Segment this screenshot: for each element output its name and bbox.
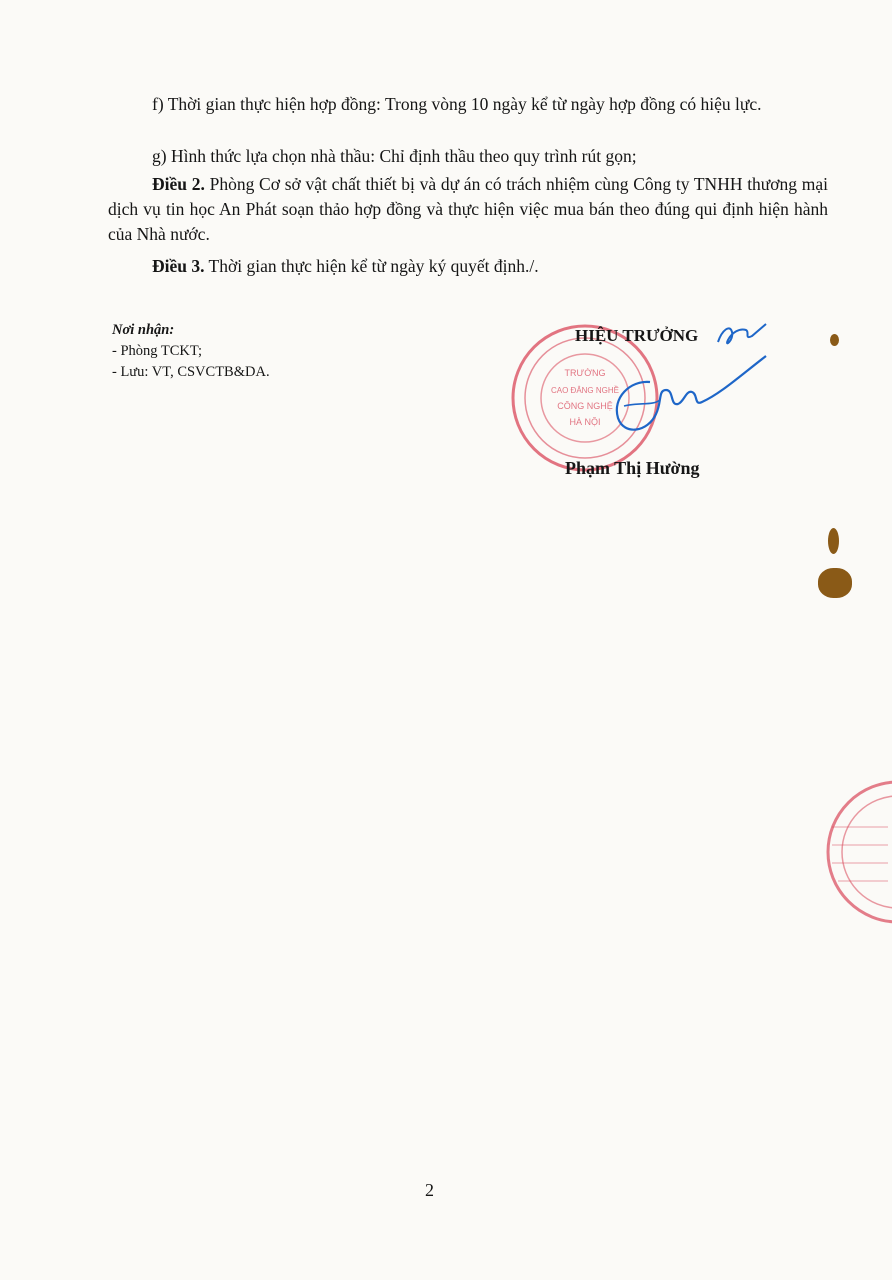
handwritten-signature xyxy=(590,310,780,460)
article-2-label: Điều 2. xyxy=(152,174,205,194)
stain-mark xyxy=(828,528,839,554)
recipients-title: Nơi nhận: xyxy=(112,322,175,338)
page-number: 2 xyxy=(425,1180,434,1200)
edge-stamp-partial xyxy=(818,775,892,930)
recipient-item: - Phòng TCKT; xyxy=(112,343,202,359)
stamp-line: TRƯỜNG xyxy=(564,368,606,378)
stamp-line: HÀ NỘI xyxy=(569,417,601,427)
article-3-text: Thời gian thực hiện kể từ ngày ký quyết định./. xyxy=(204,256,539,276)
stain-mark xyxy=(830,334,839,346)
article-3-label: Điều 3. xyxy=(152,256,205,276)
stain-mark xyxy=(818,568,852,598)
recipients-block xyxy=(112,320,270,383)
signer-position: HIỆU TRƯỞNG xyxy=(575,326,699,345)
article-2-text: Phòng Cơ sở vật chất thiết bị và dự án có trách nhiệm cùng Công ty TNHH thương mại dịch vụ tin học An Phát soạn thảo hợp đồng và thực hiện việc mua bán theo đúng qui định hiện hành của Nhà nước. xyxy=(108,174,829,244)
signer-name: Phạm Thị Hường xyxy=(565,458,700,478)
paragraph-f-text: f) Thời gian thực hiện hợp đồng: Trong vòng 10 ngày kể từ ngày hợp đồng có hiệu lực. xyxy=(152,94,762,114)
article-2 xyxy=(108,172,828,247)
recipient-item: - Lưu: VT, CSVCTB&DA. xyxy=(112,364,270,380)
paragraph-g xyxy=(108,144,828,169)
paragraph-g-text: g) Hình thức lựa chọn nhà thầu: Chỉ định thầu theo quy trình rút gọn; xyxy=(152,146,637,166)
paragraph-f xyxy=(108,92,828,117)
stamp-line: CAO ĐẲNG NGHỀ xyxy=(550,386,620,395)
article-3 xyxy=(108,254,828,279)
stamp-line: CÔNG NGHỆ xyxy=(557,401,613,411)
